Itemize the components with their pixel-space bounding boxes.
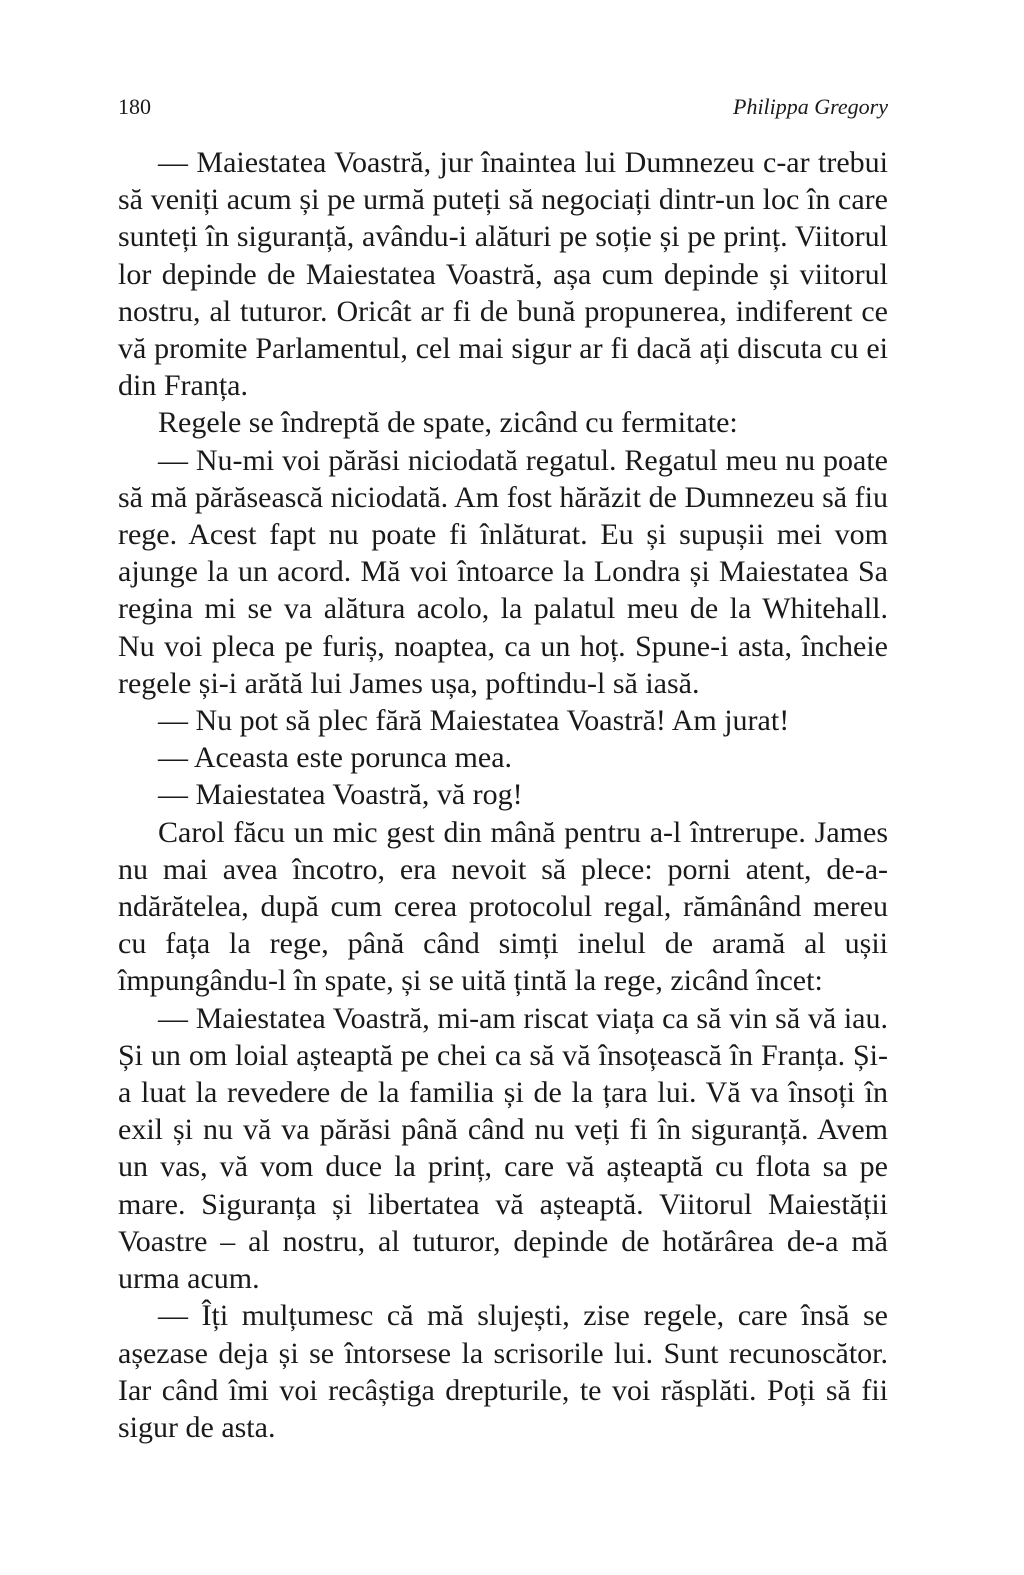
running-header: [118, 92, 888, 122]
paragraph-2: Regele se îndreptă de spate, zicând cu fermitate:: [158, 406, 738, 440]
paragraph-5: — Aceasta este porunca mea.: [158, 741, 513, 775]
paragraph-3: — Nu-mi voi părăsi niciodată regatul. Regatul meu nu poate să mă părăsească niciodată. Am fost hărăzit de Dumnezeu să fiu rege. Acest fapt nu poate fi înlăturat. Eu și supușii mei vom ajunge la un acord. Mă voi întoarce la Londra și Maiestatea Sa regina mi se va alătura acolo, la palatul meu de la Whitehall. Nu voi pleca pe furiș, noaptea, ca un hoț. Spune-i asta, încheie regele și-i arătă lui James ușa, poftindu-l să iasă.: [118, 443, 888, 700]
author-name: Philippa Gregory: [733, 94, 888, 119]
paragraph-4: — Nu pot să plec fără Maiestatea Voastră! Am jurat!: [158, 704, 790, 738]
paragraph-7: Carol făcu un mic gest din mână pentru a-l întrerupe. James nu mai avea încotro, era nevoit să plece: porni atent, de-a-ndărătelea, după cum cerea protocolul regal, rămânând mereu cu fața la rege, până când simți inelul de aramă al ușii împungându-l în spate, și se uită țintă la rege, zicând încet:: [118, 815, 888, 998]
book-page: [118, 92, 888, 1446]
paragraph-1: — Maiestatea Voastră, jur înaintea lui Dumnezeu c-ar trebui să veniți acum și pe urmă puteți să negociați dintr-un loc în care sunteți în siguranță, avându-i alături pe soție și pe prinț. Viitorul lor depinde de Maiestatea Voastră, așa cum depinde și viitorul nostru, al tuturor. Oricât ar fi de bună propunerea, indiferent ce vă promite Parlamentul, cel mai sigur ar fi dacă ați discuta cu ei din Franța.: [118, 146, 888, 403]
paragraph-9: — Îți mulțumesc că mă slujești, zise regele, care însă se așezase deja și se întorsese la scrisorile lui. Sunt recunoscător. Iar când îmi voi recâștiga drepturile, te voi răsplăti. Poți să fii sigur de asta.: [118, 1299, 888, 1444]
paragraph-6: — Maiestatea Voastră, vă rog!: [158, 778, 523, 812]
page-number: 180: [118, 94, 151, 119]
body-text: [118, 144, 888, 1446]
paragraph-8: — Maiestatea Voastră, mi-am riscat viața ca să vin să vă iau. Și un om loial așteaptă pe chei ca să vă însoțească în Franța. Și-a luat la revedere de la familia și de la țara lui. Vă va însoți în exil și nu vă va părăsi până când nu veți fi în siguranță. Avem un vas, vă vom duce la prinț, care vă așteaptă cu flota sa pe mare. Siguranța și libertatea vă așteaptă. Viitorul Maiestății Voastre – al nostru, al tuturor, depinde de hotărârea de-a mă urma acum.: [118, 1001, 888, 1296]
